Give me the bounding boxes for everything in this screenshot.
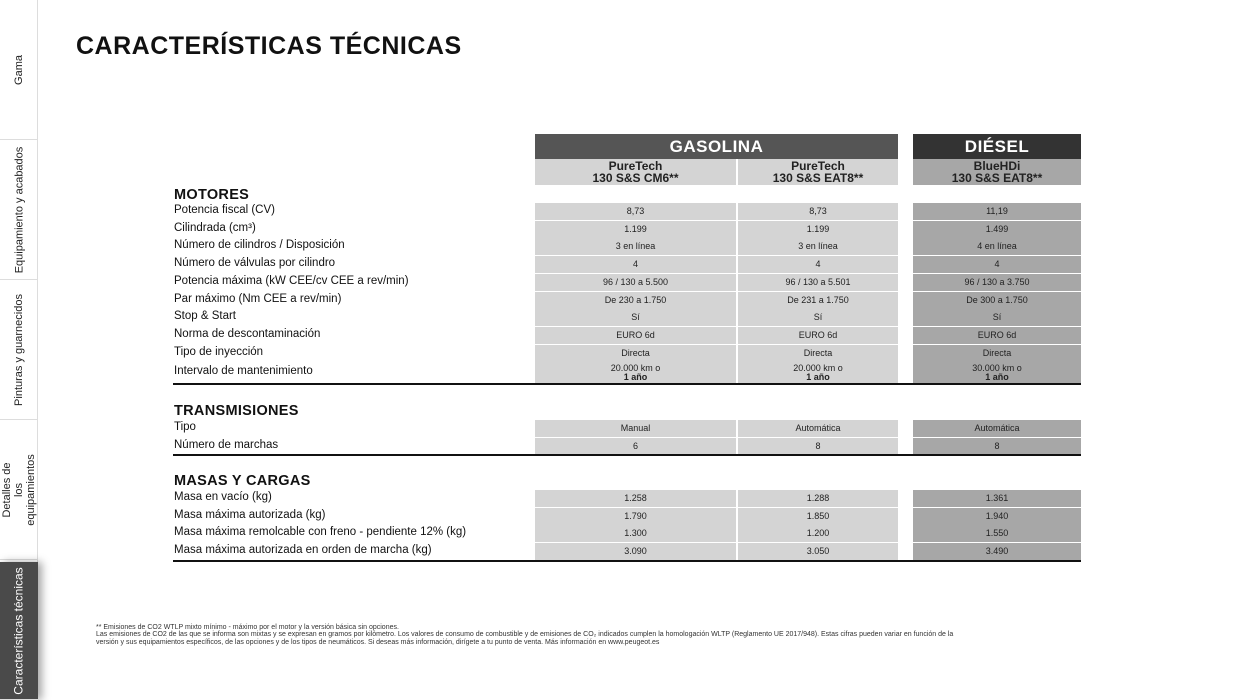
page-title: CARACTERÍSTICAS TÉCNICAS [76,32,462,60]
table-cell [738,256,898,273]
table-cell [535,292,736,309]
cell-value: 96 / 130 a 5.501 [785,277,851,287]
row-label: Número de válvulas por cilindro [174,257,336,269]
cell-value: 20.000 km o [793,362,843,373]
table-cell [535,490,736,507]
table-cell [738,438,898,455]
tab-detalles-label: Detalles de los equipamientos [1,453,38,526]
footnote-line: Las emisiones de CO2 de las que se informa son mixtas y se expresan en gramos por kilómetro. Los valores de consumo de combustible y de emisiones de CO₂ indicados cumplen la homologación WLTP (Reglamento UE 2017/948). Estas cifras pueden variar en función de la [96,631,954,638]
table-cell [738,362,898,383]
cell-value: Automática [974,423,1020,433]
cell-value: 1.940 [985,511,1009,521]
table-cell [535,508,736,525]
cell-value-secondary: 1 año [806,371,830,382]
row-label: Potencia máxima (kW CEE/cv CEE a rev/min) [174,275,409,287]
model-name: PureTech [791,159,845,173]
tab-pinturas-label: Pinturas y guarnecidos [13,293,25,406]
section-title-masas: MASAS Y CARGAS [174,473,311,489]
cell-value-secondary: 1 año [623,371,648,382]
cell-value: 1.499 [985,224,1009,234]
header-gasolina: GASOLINA [535,134,898,159]
cell-value: Sí [992,312,1002,322]
table-cell [913,292,1081,309]
row-label: Intervalo de mantenimiento [174,365,313,377]
cell-value: Sí [813,312,823,322]
cell-value: 8,73 [809,206,827,216]
row-label: Número de marchas [174,439,279,451]
section-divider [173,454,1081,456]
table-cell [913,420,1081,437]
table-cell [913,345,1081,362]
table-cell [738,274,898,291]
table-cell [535,362,736,383]
row-label: Masa en vacío (kg) [174,491,272,503]
cell-value: 3 en línea [798,241,838,251]
cell-value: EURO 6d [798,330,838,340]
table-cell [535,543,736,560]
table-cell [913,490,1081,507]
table-cell [738,543,898,560]
cell-value: 3.050 [806,546,830,556]
table-cell [738,327,898,344]
cell-value: 1.300 [624,528,647,538]
table-cell [913,221,1081,238]
header-diesel: DIÉSEL [913,134,1081,159]
cell-value: 96 / 130 a 5.500 [602,277,669,287]
table-cell [913,203,1081,220]
cell-value: 1.200 [806,528,830,538]
cell-value: 30.000 km o [972,362,1022,373]
section-divider [173,383,1081,385]
model-name: BlueHDi [973,159,1021,173]
cell-value: 1.850 [806,511,830,521]
table-cell [738,508,898,525]
cell-value: 4 [632,259,638,269]
table-cell [913,362,1081,383]
section-title-motores: MOTORES [174,187,250,203]
model-header [535,159,736,185]
table-cell [913,525,1081,542]
tab-gama[interactable] [0,0,38,140]
table-cell [535,345,736,362]
cell-value: 3 en línea [615,241,656,251]
cell-value: 1.199 [806,224,830,234]
model-name: PureTech [608,159,663,173]
cell-value: Directa [803,348,833,358]
cell-value: De 300 a 1.750 [966,295,1028,305]
cell-value: 6 [632,441,638,451]
table-cell [535,309,736,326]
cell-value: Sí [631,312,640,322]
table-cell [535,438,736,455]
row-label: Número de cilindros / Disposición [174,239,345,251]
footnote-line: versión y sus equipamientos específicos, de las opciones y de los tipos de neumáticos. Si deseas más información, dirígete a tu punto de venta. Más información en www.peugeot.es [96,639,660,646]
row-label: Par máximo (Nm CEE a rev/min) [174,293,342,305]
table-cell [738,221,898,238]
cell-value: 3.490 [985,546,1009,556]
cell-value: De 231 a 1.750 [787,295,849,305]
table-cell [535,238,736,255]
table-cell [913,238,1081,255]
cell-value: 8 [994,441,1000,451]
cell-value: 1.258 [624,493,647,503]
cell-value: 1.199 [624,224,647,234]
table-cell [738,525,898,542]
model-version: 130 S&S EAT8** [772,171,864,185]
table-cell [738,203,898,220]
cell-value: Automática [795,423,841,433]
row-label: Potencia fiscal (CV) [174,204,275,216]
row-label: Tipo de inyección [174,346,264,358]
table-cell [535,525,736,542]
table-cell [738,292,898,309]
table-cell [913,327,1081,344]
table-cell [535,420,736,437]
table-cell [738,345,898,362]
cell-value: 1.790 [624,511,647,521]
table-cell [535,203,736,220]
table-cell [535,274,736,291]
cell-value: De 230 a 1.750 [604,295,667,305]
tab-caracteristicas[interactable] [0,562,38,700]
cell-value: 11,19 [986,206,1008,216]
cell-value: Manual [620,423,651,433]
cell-value: 4 [815,259,821,269]
cell-value: 20.000 km o [610,362,661,373]
table-cell [535,221,736,238]
row-label: Masa máxima autorizada (kg) [174,509,326,521]
row-label: Tipo [174,421,196,433]
tab-caracteristicas-label: Características técnicas [12,566,27,695]
table-cell [913,508,1081,525]
cell-value: 1.550 [985,528,1009,538]
cell-value-secondary: 1 año [985,371,1009,382]
cell-value: 1.361 [985,493,1009,503]
cell-value: 4 [994,259,1000,269]
row-label: Cilindrada (cm³) [174,222,256,234]
table-cell [913,543,1081,560]
cell-value: Directa [621,348,650,358]
table-cell [913,309,1081,326]
table-cell [738,490,898,507]
cell-value: 4 en línea [977,241,1017,251]
table-cell [738,238,898,255]
model-version: 130 S&S CM6** [592,171,679,185]
model-header [913,159,1081,185]
cell-value: EURO 6d [977,330,1017,340]
tab-equipamiento-label: Equipamiento y acabados [13,146,25,273]
row-label: Norma de descontaminación [174,328,321,340]
table-cell [913,256,1081,273]
cell-value: Directa [982,348,1012,358]
section-title-transmisiones: TRANSMISIONES [174,403,299,419]
cell-value: 8 [815,441,821,451]
table-cell [535,327,736,344]
cell-value: 1.288 [806,493,830,503]
row-label: Masa máxima remolcable con freno - pendiente 12% (kg) [174,526,467,538]
table-cell [913,274,1081,291]
cell-value: 8,73 [626,206,645,216]
cell-value: 3.090 [624,546,647,556]
cell-value: 96 / 130 a 3.750 [964,277,1030,287]
tab-gama-label: Gama [13,54,25,85]
tab-detalles[interactable] [0,420,38,560]
model-header [738,159,898,185]
table-cell [535,256,736,273]
table-cell [738,309,898,326]
footnote-line: ** Emisiones de CO2 WTLP mixto mínimo - máximo por el motor y la versión básica sin opciones. [96,624,399,631]
table-cell [738,420,898,437]
row-label: Stop & Start [174,310,237,322]
model-version: 130 S&S EAT8** [951,171,1043,185]
table-cell [913,438,1081,455]
tab-equipamiento[interactable] [0,140,38,280]
section-divider [173,560,1081,562]
cell-value: EURO 6d [616,330,655,340]
tab-pinturas[interactable] [0,280,38,420]
side-navigation [0,0,38,700]
row-label: Masa máxima autorizada en orden de marcha (kg) [174,544,432,556]
